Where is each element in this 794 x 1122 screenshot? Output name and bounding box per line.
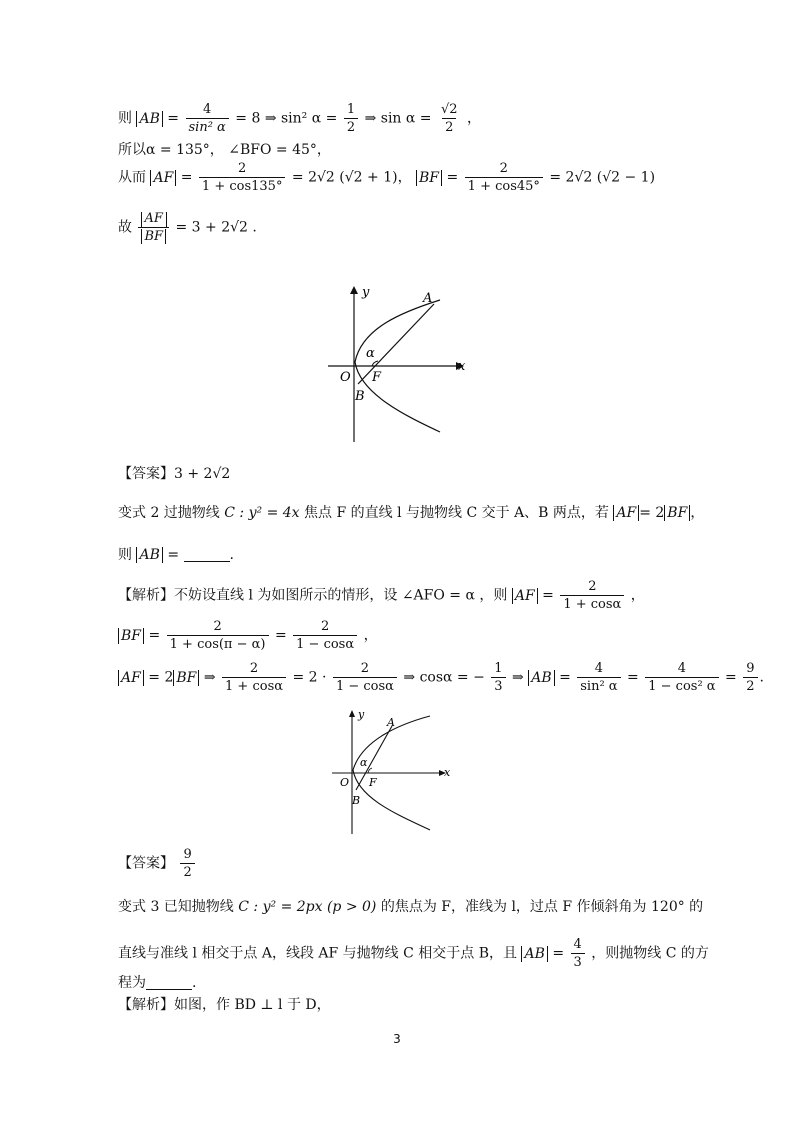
text: ， — [467, 110, 481, 127]
denominator: sin² α — [577, 677, 620, 693]
parabola-figure-2 — [330, 706, 456, 836]
y-axis-arrow — [349, 710, 355, 717]
denominator: 2 — [743, 677, 757, 693]
denominator: sin² α — [186, 118, 229, 134]
fraction — [344, 103, 358, 134]
abs-af: AF — [613, 505, 639, 521]
text: 的焦点为 F，准线为 l，过点 F 作倾斜角为 120° 的 — [380, 899, 704, 915]
fraction — [333, 662, 397, 693]
text: 变式 2 过抛物线 — [118, 505, 220, 521]
label-o: O — [340, 370, 351, 385]
denominator: 1 + cos(π − α) — [167, 635, 269, 651]
label-f: F — [369, 776, 377, 789]
text: = — [167, 547, 180, 563]
denominator: 2 — [442, 118, 456, 134]
answer-1 — [118, 467, 230, 481]
abs-af: AF — [118, 670, 144, 686]
text: 【解析】不妨设直线 l 为如图所示的情形，设 ∠AFO = α ，则 — [118, 587, 508, 604]
numerator: 4 — [677, 661, 687, 676]
fraction — [438, 103, 461, 134]
solution-2-line-2: BF = $\frac{2}{1 + \cos(\pi - \alpha)}$ = $\frac{2}{1 - \cos\alpha}$ ， — [118, 620, 378, 651]
text: = 2 — [148, 669, 174, 686]
label-f: F — [372, 370, 382, 385]
formula-line-2 — [118, 143, 331, 157]
text: ， — [630, 587, 645, 604]
text: 焦点 F 的直线 l 与抛物线 C 交于 A、B 两点，若 — [304, 505, 609, 521]
formula-line-4 — [118, 212, 257, 243]
answer-2 — [118, 848, 197, 879]
denominator: 1 − cos² α — [645, 677, 718, 693]
variant-3-line-2: 直线与准线 l 相交于点 A，线段 AF 与抛物线 C 相交于点 B，且 AB = $\frac{4}{3}$ ，则抛物线 C 的方 — [118, 937, 709, 970]
label-alpha: α — [360, 756, 368, 769]
variant-2-line-1 — [118, 506, 704, 520]
text: 所以α = 135°， ∠BFO = 45°， — [118, 142, 331, 158]
label-x: x — [444, 766, 451, 779]
text: . — [229, 547, 234, 563]
numerator: 2 — [249, 661, 259, 676]
variant-3-line-3 — [118, 976, 196, 990]
answer-label: 【答案】 — [118, 466, 174, 482]
label-a: A — [387, 716, 395, 729]
denominator: 1 − cosα — [333, 677, 397, 693]
solution-2-line-1: 【解析】不妨设直线 l 为如图所示的情形，设 ∠AFO = α ，则 AF = $\frac{2}{1 + \cos\alpha}$ ， — [118, 579, 645, 612]
equation: C : y² = 2px (p > 0) — [238, 899, 377, 915]
angle-arc — [368, 768, 372, 773]
numerator: 4 — [203, 102, 212, 117]
fraction — [293, 620, 357, 651]
label-o: O — [340, 776, 350, 789]
denominator: 3 — [491, 677, 505, 693]
fraction — [199, 162, 286, 193]
text: 程为 — [118, 975, 146, 991]
numerator: 9 — [746, 661, 755, 676]
numerator: 2 — [321, 619, 330, 634]
numerator: 2 — [588, 579, 597, 594]
text: = 2 · — [292, 669, 327, 686]
formula-line-3: 从而 AF = $\frac{2}{1 + \cos 135^\circ}$ = 2√2 (√2 + 1)， BF = $\frac{2}{1 + \cos 45^\circ}$ = 2√2 (√2 − 1) — [118, 161, 656, 194]
label-a: A — [423, 291, 433, 306]
answer-label: 【答案】 — [118, 855, 174, 872]
fraction — [138, 212, 169, 243]
text: 变式 3 已知抛物线 — [118, 899, 234, 915]
fraction — [167, 620, 269, 651]
text: ， — [363, 627, 378, 644]
answer-value: 3 + 2√2 — [174, 466, 231, 482]
numerator: 2 — [238, 161, 247, 176]
text: 则 — [118, 110, 132, 127]
abs-bf: BF — [664, 505, 690, 521]
label-y: y — [358, 708, 365, 721]
denominator: 2 — [180, 863, 194, 879]
denominator: BF — [141, 229, 166, 244]
label-alpha: α — [366, 346, 375, 361]
fraction — [743, 662, 757, 693]
fraction — [222, 662, 286, 693]
denominator: 1 + cosα — [222, 677, 286, 693]
abs-ab: AB — [136, 547, 162, 563]
label-y: y — [362, 285, 370, 300]
solution-3-line-1 — [118, 998, 331, 1012]
abs-bf: BF — [416, 170, 442, 186]
text: ， — [690, 505, 705, 521]
chord-ab — [358, 304, 434, 384]
denominator: 3 — [571, 953, 585, 969]
label-b: B — [352, 794, 361, 807]
answer-blank — [146, 977, 192, 990]
text: 【解析】如图，作 BD ⊥ l 于 D， — [118, 997, 331, 1013]
text: ，则抛物线 C 的方 — [591, 945, 709, 962]
text: ⇒ sin α = — [364, 110, 432, 127]
abs-af: AF — [512, 588, 538, 604]
abs-ab: AB — [136, 111, 162, 127]
fraction — [577, 662, 620, 693]
fraction — [571, 938, 585, 969]
text: ⇒ — [512, 669, 524, 686]
fraction — [491, 662, 505, 693]
text: = 3 + 2√2 . — [175, 219, 257, 236]
text: 故 — [118, 219, 132, 236]
text: ⇒ — [203, 669, 216, 686]
variant-2-line-2 — [118, 548, 234, 562]
page-number: 3 — [393, 1032, 401, 1046]
text: 从而 — [118, 169, 146, 186]
numerator: 2 — [360, 661, 370, 676]
text: ⇒ cosα = − — [403, 669, 485, 686]
denominator: 1 + cosα — [560, 595, 624, 611]
text: = 8 ⇒ sin² α = — [235, 110, 338, 127]
fraction — [465, 162, 543, 193]
text: = 2√2 (√2 + 1)， — [291, 169, 412, 186]
label-b: B — [355, 389, 365, 404]
abs-af: AF — [150, 170, 176, 186]
numerator: AF — [141, 212, 167, 227]
denominator: 2 — [344, 118, 358, 134]
numerator: 4 — [594, 661, 604, 676]
fraction — [645, 662, 718, 693]
label-x: x — [458, 359, 466, 374]
numerator: 2 — [213, 619, 222, 634]
numerator: 1 — [494, 661, 503, 676]
text: 则 — [118, 547, 132, 563]
answer-blank — [184, 549, 230, 562]
abs-ab: AB — [528, 670, 554, 686]
formula-line-1: 则 AB = $\frac{4}{\text{sin² α}}$ = 8 ⇒ sin² α = $\frac{1}{2}$ ⇒ sin α = $\frac{√2}{2}$ ， — [118, 102, 481, 135]
text: = 2 — [639, 505, 665, 521]
equation: C : y² = 4x — [224, 505, 300, 521]
answer-fraction — [180, 848, 194, 879]
y-axis-arrow — [350, 286, 358, 294]
numerator: 4 — [573, 937, 582, 952]
numerator: 1 — [346, 102, 356, 117]
variant-3-line-1 — [118, 900, 703, 914]
denominator: 1 − cosα — [293, 635, 357, 651]
text: = 2√2 (√2 − 1) — [549, 169, 656, 186]
solution-2-line-3: AF = 2 BF ⇒ $\frac{2}{1 + \cos\alpha}$ = 2 · $\frac{2}{1 - \cos\alpha}$ ⇒ cosα = − $\frac{1}{3}$ ⇒ AB = $\frac{4}{\text{sin² α}}$ = $\frac{4}{\text{1 − cos² α}}$ = $\frac{9}{2}$ . — [118, 662, 764, 693]
numerator: √2 — [440, 102, 458, 117]
fraction — [186, 103, 229, 134]
abs-ab: AB — [521, 946, 547, 962]
abs-bf: BF — [118, 628, 144, 644]
denominator: 1 + cos45° — [465, 177, 543, 193]
parabola-figure-1 — [322, 282, 472, 444]
numerator: 9 — [183, 847, 192, 862]
denominator: 1 + cos135° — [199, 177, 286, 193]
fraction — [560, 580, 624, 611]
abs-bf: BF — [173, 670, 199, 686]
text: . — [192, 975, 197, 991]
numerator: 2 — [499, 161, 508, 176]
text: . — [759, 669, 764, 686]
text: 直线与准线 l 相交于点 A，线段 AF 与抛物线 C 相交于点 B，且 — [118, 945, 518, 962]
